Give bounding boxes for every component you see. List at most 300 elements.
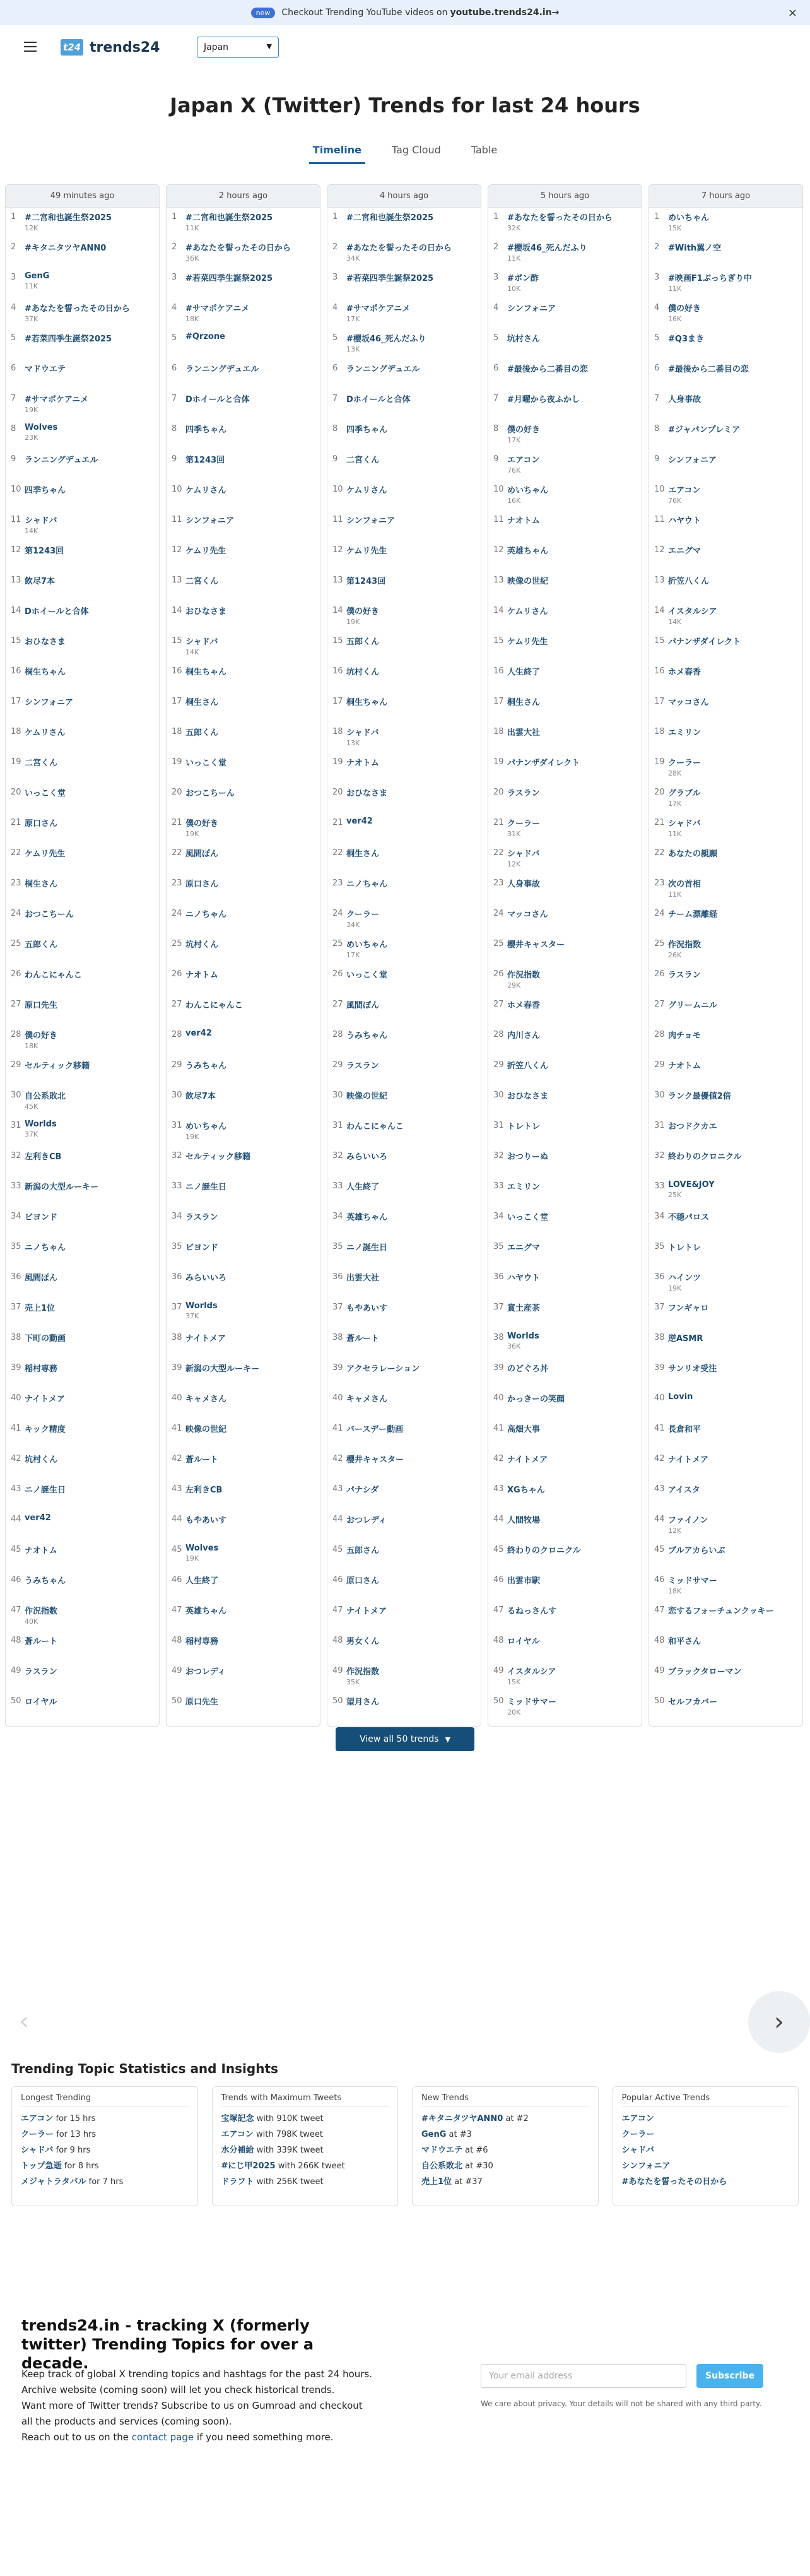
trend-link[interactable]: Dホイールと合体	[185, 395, 250, 405]
trend-link[interactable]: 五郎さん	[346, 1546, 380, 1556]
trend-link[interactable]: Worlds	[185, 1301, 218, 1311]
trend-link[interactable]: ナイトメア	[185, 1334, 226, 1344]
trend-link[interactable]: 出雲大社	[507, 728, 541, 738]
trend-link[interactable]: セルフカバー	[668, 1698, 717, 1707]
trend-link[interactable]: Worlds	[507, 1332, 539, 1341]
trend-link[interactable]: グラブル	[668, 789, 701, 798]
trend-link[interactable]: 望月さん	[346, 1698, 380, 1707]
trend-link[interactable]: 五郎くん	[25, 940, 58, 950]
trend-link[interactable]: わんこにゃんこ	[346, 1122, 404, 1131]
trend-link[interactable]: 人生終了	[346, 1183, 380, 1192]
trend-link[interactable]: ナオトム	[668, 1061, 701, 1071]
stats-trend-link[interactable]: #にじ甲2025	[221, 2161, 276, 2171]
trend-link[interactable]: #二宮和也誕生祭2025	[25, 213, 112, 223]
trend-link[interactable]: 折笠八くん	[668, 577, 710, 586]
trend-link[interactable]: ブラックタローマン	[668, 1667, 742, 1677]
trend-link[interactable]: 五郎くん	[346, 637, 380, 647]
trend-link[interactable]: ランク最優値2倍	[668, 1092, 731, 1101]
trend-link[interactable]: 終わりのクロニクル	[507, 1546, 581, 1556]
trend-link[interactable]: 英雄ちゃん	[185, 1607, 227, 1616]
trend-link[interactable]: Dホイールと合体	[346, 395, 411, 405]
trend-link[interactable]: クーラー	[346, 910, 380, 919]
trend-link[interactable]: おつこちーん	[185, 789, 235, 798]
trend-link[interactable]: めいちゃん	[668, 213, 710, 223]
trend-link[interactable]: チーム漂離経	[668, 910, 718, 919]
trend-link[interactable]: マッコさん	[507, 910, 548, 919]
trend-item	[649, 1147, 802, 1177]
trend-link[interactable]: #二宮和也誕生祭2025	[185, 213, 273, 223]
trend-link[interactable]: 折笠八くん	[507, 1061, 549, 1071]
trend-link[interactable]: 長倉和平	[668, 1425, 701, 1434]
trend-link[interactable]: 新潟の大型ルーキー	[185, 1364, 260, 1374]
trend-link[interactable]: ホメ春香	[668, 668, 701, 677]
trend-link[interactable]: おつレディ	[346, 1516, 387, 1525]
trend-link[interactable]: #ポン酢	[507, 274, 539, 283]
trend-link[interactable]: 二宮くん	[25, 759, 58, 768]
trend-item	[167, 632, 320, 662]
tab-table[interactable]: Table	[471, 144, 498, 156]
trend-link[interactable]: 稲村専務	[185, 1637, 219, 1646]
trend-link[interactable]: 下町の動画	[25, 1334, 66, 1344]
trend-info	[25, 1574, 154, 1586]
trend-link[interactable]: 売上1位	[25, 1304, 56, 1313]
trend-link[interactable]: シャドバ	[507, 849, 540, 859]
trend-link[interactable]: 内川さん	[507, 1031, 541, 1041]
trend-link[interactable]: 四季ちゃん	[25, 486, 66, 495]
trend-link[interactable]: ケムリ先生	[25, 849, 66, 859]
trend-link[interactable]: 飲尽7本	[25, 577, 56, 586]
trend-link[interactable]: ニノちゃん	[185, 910, 227, 919]
trend-link[interactable]: 坑村くん	[346, 668, 380, 677]
trend-link[interactable]: 二宮くん	[346, 456, 380, 465]
trend-link[interactable]: うみちゃん	[185, 1061, 227, 1071]
tab-timeline[interactable]: Timeline	[309, 141, 365, 164]
trend-link[interactable]: #あなたを誓ったその日から	[25, 304, 130, 314]
trend-link[interactable]: 作況指数	[346, 1667, 380, 1677]
email-field[interactable]	[481, 2364, 686, 2388]
trend-link[interactable]: 二宮くん	[185, 577, 219, 586]
trend-link[interactable]: シンフォニア	[185, 516, 235, 526]
trend-link[interactable]: ナオトム	[507, 516, 540, 526]
trend-link[interactable]: #最後から二番目の恋	[507, 365, 588, 374]
trend-link[interactable]: 出雲大社	[346, 1273, 380, 1283]
trend-link[interactable]: #最後から二番目の恋	[668, 365, 749, 374]
trend-link[interactable]: ケムリさん	[185, 486, 226, 495]
trend-link[interactable]: GenG	[25, 271, 50, 281]
trend-link[interactable]: パナシダ	[346, 1486, 379, 1495]
carousel-next-icon[interactable]: ›	[748, 1991, 810, 2053]
trend-link[interactable]: ファイノン	[668, 1516, 708, 1525]
trend-link[interactable]: 桐生ちゃん	[346, 698, 388, 707]
trend-link[interactable]: おつりーぬ	[507, 1152, 548, 1162]
trend-link[interactable]: シンフォニア	[346, 516, 396, 526]
trend-link[interactable]: 恋するフォーチュンクッキー	[668, 1607, 774, 1616]
trend-link[interactable]: 坑村さん	[507, 334, 541, 344]
trend-link[interactable]: 蒼ルート	[346, 1334, 380, 1344]
stats-trend-link[interactable]: シンフォニア	[621, 2161, 671, 2171]
trend-link[interactable]: ケムリさん	[25, 728, 66, 738]
trend-link[interactable]: 風間ぽん	[25, 1273, 58, 1283]
trend-link[interactable]: 映像の世紀	[346, 1092, 388, 1101]
trend-link[interactable]: XGちゃん	[507, 1486, 545, 1495]
trend-link[interactable]: ナイトメア	[668, 1455, 708, 1465]
trend-link[interactable]: 自公系敗北	[25, 1092, 66, 1101]
trend-link[interactable]: ラスラン	[25, 1667, 57, 1677]
trend-link[interactable]: 不穏パロス	[668, 1213, 710, 1222]
trend-link[interactable]: 作況指数	[507, 971, 541, 980]
trend-link[interactable]: ミッドサマー	[507, 1698, 556, 1707]
trend-link[interactable]: 飲尽7本	[185, 1092, 216, 1101]
trend-link[interactable]: キャメさん	[185, 1395, 227, 1404]
trend-link[interactable]: 左利きCB	[25, 1152, 62, 1162]
trend-link[interactable]: 新潟の大型ルーキー	[25, 1183, 99, 1192]
close-icon[interactable]: ×	[787, 6, 797, 20]
trend-link[interactable]: Wolves	[185, 1544, 219, 1553]
trend-link[interactable]: 僕の好き	[185, 819, 219, 829]
trend-link[interactable]: ラスラン	[346, 1061, 379, 1071]
trend-link[interactable]: るねっさんす	[507, 1607, 557, 1616]
trend-link[interactable]: 僕の好き	[668, 304, 701, 314]
trend-link[interactable]: 原口先生	[25, 1001, 58, 1010]
trend-link[interactable]: おひなさま	[346, 789, 388, 798]
stats-trend-link[interactable]: エアコン	[221, 2130, 254, 2139]
trend-link[interactable]: エアコン	[507, 456, 540, 465]
trend-link[interactable]: かっきーの笑顔	[507, 1395, 565, 1404]
trend-link[interactable]: 次の首相	[668, 880, 701, 889]
trend-item	[649, 1238, 802, 1268]
stats-row	[221, 2127, 389, 2142]
carousel-prev-icon[interactable]: ‹	[19, 2007, 29, 2036]
trend-link[interactable]: 風間ぽん	[346, 1001, 380, 1010]
trend-item	[167, 298, 320, 329]
trend-link[interactable]: 男女くん	[346, 1637, 380, 1646]
trend-link[interactable]: 和平さん	[668, 1637, 701, 1646]
trend-link[interactable]: 風間ぽん	[185, 849, 219, 859]
trend-link[interactable]: フンギャロ	[668, 1304, 709, 1313]
trend-link[interactable]: クーラー	[668, 759, 701, 768]
trend-link[interactable]: ケムリ先生	[346, 547, 387, 556]
trend-link[interactable]: 人生終了	[507, 668, 541, 677]
trend-link[interactable]: 桐生さん	[185, 698, 219, 707]
trend-link[interactable]: 僕の好き	[346, 607, 380, 617]
stats-trend-link[interactable]: シャドバ	[621, 2146, 654, 2155]
trend-link[interactable]: 坑村くん	[25, 1455, 58, 1465]
trend-link[interactable]: エニグマ	[668, 547, 701, 556]
trend-link[interactable]: #映画F1ぶっちぎり中	[668, 274, 752, 283]
trend-link[interactable]: わんこにゃんこ	[25, 971, 82, 980]
tab-tag-cloud[interactable]: Tag Cloud	[391, 144, 441, 156]
trend-link[interactable]: シンフォニア	[25, 698, 74, 707]
trend-link[interactable]: おつこちーん	[25, 910, 74, 919]
trend-item	[488, 1025, 642, 1056]
trend-link[interactable]: おひなさま	[185, 607, 227, 617]
trend-link[interactable]: 肉チョモ	[668, 1031, 701, 1041]
stats-trend-link[interactable]: トップ急逝	[21, 2161, 62, 2171]
trend-link[interactable]: ハインツ	[668, 1273, 701, 1283]
stats-trend-link[interactable]: メジャトラタバル	[21, 2177, 86, 2187]
trend-link[interactable]: 坑村くん	[185, 940, 219, 950]
trend-link[interactable]: ニノ誕生日	[185, 1183, 227, 1192]
trend-link[interactable]: #月曜から夜ふかし	[507, 395, 580, 405]
trend-link[interactable]: #櫻坂46_死んだふり	[507, 244, 587, 253]
banner-link[interactable]: youtube.trends24.in→	[450, 8, 560, 18]
trend-link[interactable]: おひなさま	[507, 1092, 549, 1101]
trend-link[interactable]: ナイトメア	[25, 1395, 65, 1404]
trend-link[interactable]: 作況指数	[25, 1607, 58, 1616]
subscribe-button[interactable]: Subscribe	[696, 2364, 763, 2388]
trend-link[interactable]: いっこく堂	[185, 759, 227, 768]
trend-link[interactable]: もやあいす	[185, 1516, 227, 1525]
trend-link[interactable]: イスタルシア	[507, 1667, 556, 1677]
stats-trend-link[interactable]: エアコン	[21, 2114, 54, 2124]
trend-link[interactable]: #櫻坂46_死んだふり	[346, 334, 426, 344]
trend-link[interactable]: エアコン	[668, 486, 701, 495]
stats-trend-link[interactable]: ドラフト	[221, 2177, 254, 2187]
trend-link[interactable]: 四季ちゃん	[185, 425, 227, 435]
trend-link[interactable]: シャドバ	[346, 728, 379, 738]
trend-link[interactable]: ランニングデュエル	[185, 365, 259, 374]
trend-link[interactable]: みらいいろ	[185, 1273, 227, 1283]
trend-link[interactable]: #Q3まき	[668, 334, 704, 344]
trend-link[interactable]: ケムリ先生	[185, 547, 226, 556]
trend-link[interactable]: ランニングデュエル	[346, 365, 420, 374]
trend-link[interactable]: いっこく堂	[346, 971, 388, 980]
trend-info	[668, 938, 797, 959]
trend-link[interactable]: ニノちゃん	[346, 880, 388, 889]
trend-link[interactable]: 稲村専務	[25, 1364, 58, 1374]
trend-link[interactable]: ニノちゃん	[25, 1243, 66, 1253]
stats-trend-link[interactable]: GenG	[421, 2130, 447, 2139]
trend-link[interactable]: エミリン	[507, 1183, 541, 1192]
trend-link[interactable]: 僕の好き	[507, 425, 541, 435]
trend-link[interactable]: パナンザダイレクト	[507, 759, 580, 768]
trend-link[interactable]: ver42	[25, 1513, 51, 1523]
trend-link[interactable]: ロイヤル	[507, 1637, 540, 1646]
trend-link[interactable]: ラスラン	[668, 971, 701, 980]
trend-link[interactable]: ビヨンド	[185, 1243, 219, 1253]
trend-link[interactable]: 逆ASMR	[668, 1334, 703, 1344]
trend-link[interactable]: #キタニタツヤANN0	[25, 244, 107, 253]
trend-link[interactable]: 桐生さん	[346, 849, 380, 859]
trend-link[interactable]: Worlds	[25, 1120, 57, 1129]
country-select[interactable]	[197, 37, 279, 58]
trend-link[interactable]: あなたの親願	[668, 849, 718, 859]
trend-link[interactable]: ver42	[185, 1029, 212, 1038]
trend-link[interactable]: アクセラレーション	[346, 1364, 420, 1374]
trend-link[interactable]: セルティック移籍	[25, 1061, 90, 1071]
trend-link[interactable]: 作況指数	[668, 940, 701, 950]
trend-link[interactable]: 第1243回	[346, 577, 386, 586]
trend-link[interactable]: #若菜四季生誕祭2025	[346, 274, 434, 283]
trend-link[interactable]: #ジャパンプレミア	[668, 425, 741, 435]
trend-link[interactable]: 第1243回	[25, 547, 64, 556]
trend-link[interactable]: クーラー	[507, 819, 541, 829]
trend-link[interactable]: ラスラン	[185, 1213, 218, 1222]
trend-link[interactable]: #あなたを誓ったその日から	[185, 244, 291, 253]
trend-link[interactable]: 英雄ちゃん	[507, 547, 549, 556]
trend-link[interactable]: のどぐろ丼	[507, 1364, 549, 1374]
trend-link[interactable]: #サマポケアニメ	[185, 304, 250, 314]
trend-link[interactable]: LOVE&JOY	[668, 1180, 715, 1190]
trend-rank: 13	[493, 576, 504, 585]
view-all-button[interactable]	[336, 1727, 474, 1751]
stats-trend-link[interactable]: クーラー	[621, 2130, 655, 2139]
trend-item	[327, 511, 481, 541]
trend-link[interactable]: ケムリさん	[346, 486, 387, 495]
trend-link[interactable]: ニノ誕生日	[346, 1243, 388, 1253]
trend-link[interactable]: Lovin	[668, 1392, 693, 1402]
trend-link[interactable]: #サマポケアニメ	[346, 304, 411, 314]
trend-link[interactable]: イスタルシア	[668, 607, 717, 617]
trend-link[interactable]: 櫻井キャスター	[346, 1455, 404, 1465]
trend-item	[167, 1389, 320, 1419]
trend-link[interactable]: わんこにゃんこ	[185, 1001, 243, 1010]
trend-link[interactable]: 蒼ルート	[25, 1637, 58, 1646]
stats-trend-link[interactable]: 自公系敗北	[421, 2161, 463, 2171]
trend-link[interactable]: おつレディ	[185, 1667, 226, 1677]
trend-link[interactable]: #あなたを誓ったその日から	[346, 244, 452, 253]
trend-link[interactable]: 櫻井キャスター	[507, 940, 565, 950]
trend-link[interactable]: Dホイールと合体	[25, 607, 89, 617]
trend-link[interactable]: 第1243回	[185, 456, 225, 465]
trend-link[interactable]: いっこく堂	[507, 1213, 549, 1222]
trend-link[interactable]: #Qrzone	[185, 332, 225, 341]
trend-link[interactable]: エニグマ	[507, 1243, 541, 1253]
trend-link[interactable]: ナオトム	[25, 1546, 57, 1556]
trend-link[interactable]: 原口先生	[185, 1698, 219, 1707]
trend-rank: 44	[332, 1515, 343, 1524]
trend-link[interactable]: ver42	[346, 817, 373, 826]
trend-link[interactable]: ラスラン	[507, 789, 540, 798]
trend-link[interactable]: #二宮和也誕生祭2025	[346, 213, 434, 223]
trend-link[interactable]: キック精度	[25, 1425, 66, 1434]
trend-link[interactable]: みらいいろ	[346, 1152, 388, 1162]
trend-link[interactable]: うみちゃん	[346, 1031, 388, 1041]
trend-link[interactable]: めいちゃん	[346, 940, 388, 950]
trend-link[interactable]: シャドバ	[25, 516, 57, 526]
trend-link[interactable]: ナオトム	[346, 759, 379, 768]
trend-link[interactable]: マッコさん	[668, 698, 709, 707]
trend-link[interactable]: 左利きCB	[185, 1486, 223, 1495]
trend-link[interactable]: #サマポケアニメ	[25, 395, 89, 405]
trend-link[interactable]: うみちゃん	[25, 1576, 66, 1586]
trend-link[interactable]: ビヨンド	[25, 1213, 58, 1222]
stats-trend-link[interactable]: #あなたを誓ったその日から	[621, 2177, 727, 2187]
trend-link[interactable]: セルティック移籍	[185, 1152, 250, 1162]
trend-link[interactable]: 人間牧場	[507, 1516, 541, 1525]
trend-link[interactable]: 映像の世紀	[185, 1425, 227, 1434]
trend-link[interactable]: 賞土産茶	[507, 1304, 541, 1313]
stats-trend-link[interactable]: 売上1位	[421, 2177, 452, 2187]
trend-link[interactable]: ランニングデュエル	[25, 456, 98, 465]
trend-link[interactable]: シャドバ	[185, 637, 218, 647]
trend-link[interactable]: 人身事故	[668, 395, 701, 405]
trend-link[interactable]: シャドバ	[668, 819, 701, 829]
trend-link[interactable]: Wolves	[25, 423, 58, 432]
trend-link[interactable]: 終わりのクロニクル	[668, 1152, 742, 1162]
stats-trend-link[interactable]: 水分補給	[221, 2146, 254, 2155]
trend-link[interactable]: 出雲市駅	[507, 1576, 541, 1586]
trend-link[interactable]: サンリオ受注	[668, 1364, 717, 1374]
trend-link[interactable]: ミッドサマー	[668, 1576, 717, 1586]
trend-link[interactable]: おひなさま	[25, 637, 66, 647]
stats-trend-link[interactable]: シャドバ	[21, 2146, 54, 2155]
trend-link[interactable]: #あなたを誓ったその日から	[507, 213, 613, 223]
trend-link[interactable]: #With翼ノ空	[668, 244, 722, 253]
trend-link[interactable]: ケムリ先生	[507, 637, 548, 647]
trend-link[interactable]: 高畑大事	[507, 1425, 541, 1434]
trend-link[interactable]: アイスタ	[668, 1486, 700, 1495]
trend-link[interactable]: 英雄ちゃん	[346, 1213, 388, 1222]
menu-icon[interactable]	[24, 42, 37, 52]
trend-link[interactable]: トレトレ	[668, 1243, 701, 1253]
trend-link[interactable]: 原口さん	[25, 819, 58, 829]
stats-trend-link[interactable]: エアコン	[621, 2114, 654, 2124]
trend-link[interactable]: 原口さん	[185, 880, 219, 889]
trend-link[interactable]: ハヤウト	[507, 1273, 541, 1283]
trend-link[interactable]: #若菜四季生誕祭2025	[25, 334, 112, 344]
stats-detail: for 8 hrs	[61, 2161, 99, 2171]
trend-info	[668, 1483, 797, 1495]
trend-link[interactable]: ロイヤル	[25, 1698, 57, 1707]
trend-link[interactable]: 桐生さん	[25, 880, 58, 889]
trend-link[interactable]: ナイトメア	[346, 1607, 387, 1616]
trend-link[interactable]: エミリン	[668, 728, 701, 738]
trend-link[interactable]: 映像の世紀	[507, 577, 549, 586]
trend-link[interactable]: トレトレ	[507, 1122, 541, 1131]
trend-link[interactable]: マドウエテ	[25, 365, 66, 374]
trend-link[interactable]: キャメさん	[346, 1395, 388, 1404]
trend-link[interactable]: ナオトム	[185, 971, 218, 980]
trend-link[interactable]: 原口さん	[346, 1576, 380, 1586]
trend-link[interactable]: 四季ちゃん	[346, 425, 388, 435]
trend-link[interactable]: めいちゃん	[507, 486, 549, 495]
site-logo[interactable]	[61, 39, 160, 56]
trend-rank: 32	[493, 1151, 504, 1161]
stats-trend-link[interactable]: 宝塚記念	[221, 2114, 254, 2124]
trend-link[interactable]: ナイトメア	[507, 1455, 548, 1465]
stats-trend-link[interactable]: #キタニタツヤANN0	[421, 2114, 503, 2124]
trend-link[interactable]: シンフォニア	[507, 304, 556, 314]
trend-link[interactable]: 桐生さん	[507, 698, 541, 707]
trend-link[interactable]: ニノ誕生日	[25, 1486, 66, 1495]
trend-link[interactable]: めいちゃん	[185, 1122, 227, 1131]
contact-page-link[interactable]: contact page	[131, 2431, 194, 2443]
trend-link[interactable]: 桐生ちゃん	[25, 668, 66, 677]
stats-trend-link[interactable]: マドウエテ	[421, 2146, 463, 2155]
trend-link[interactable]: #若菜四季生誕祭2025	[185, 274, 273, 283]
trend-link[interactable]: ブルアカらいぶ	[668, 1546, 725, 1556]
trend-info	[507, 241, 637, 263]
trend-link[interactable]: ハヤウト	[668, 516, 701, 526]
trend-link[interactable]: パナンザダイレクト	[668, 637, 741, 647]
trend-link[interactable]: 僕の好き	[25, 1031, 58, 1041]
trend-link[interactable]: おつドクカエ	[668, 1122, 717, 1131]
trend-link[interactable]: ケムリさん	[507, 607, 548, 617]
trend-link[interactable]: ホメ春香	[507, 1001, 541, 1010]
trend-link[interactable]: グリームニル	[668, 1001, 718, 1010]
stats-trend-link[interactable]: クーラー	[21, 2130, 54, 2139]
trend-link[interactable]: 人身事故	[507, 880, 541, 889]
trend-link[interactable]: 蒼ルート	[185, 1455, 219, 1465]
trend-link[interactable]: 桐生ちゃん	[185, 668, 227, 677]
trend-link[interactable]: シンフォニア	[668, 456, 717, 465]
trend-link[interactable]: いっこく堂	[25, 789, 66, 798]
trend-link[interactable]: バースデー動画	[346, 1425, 404, 1434]
trend-link[interactable]: 人生終了	[185, 1576, 219, 1586]
trend-link[interactable]: もやあいす	[346, 1304, 388, 1313]
trend-link[interactable]: 五郎くん	[185, 728, 219, 738]
